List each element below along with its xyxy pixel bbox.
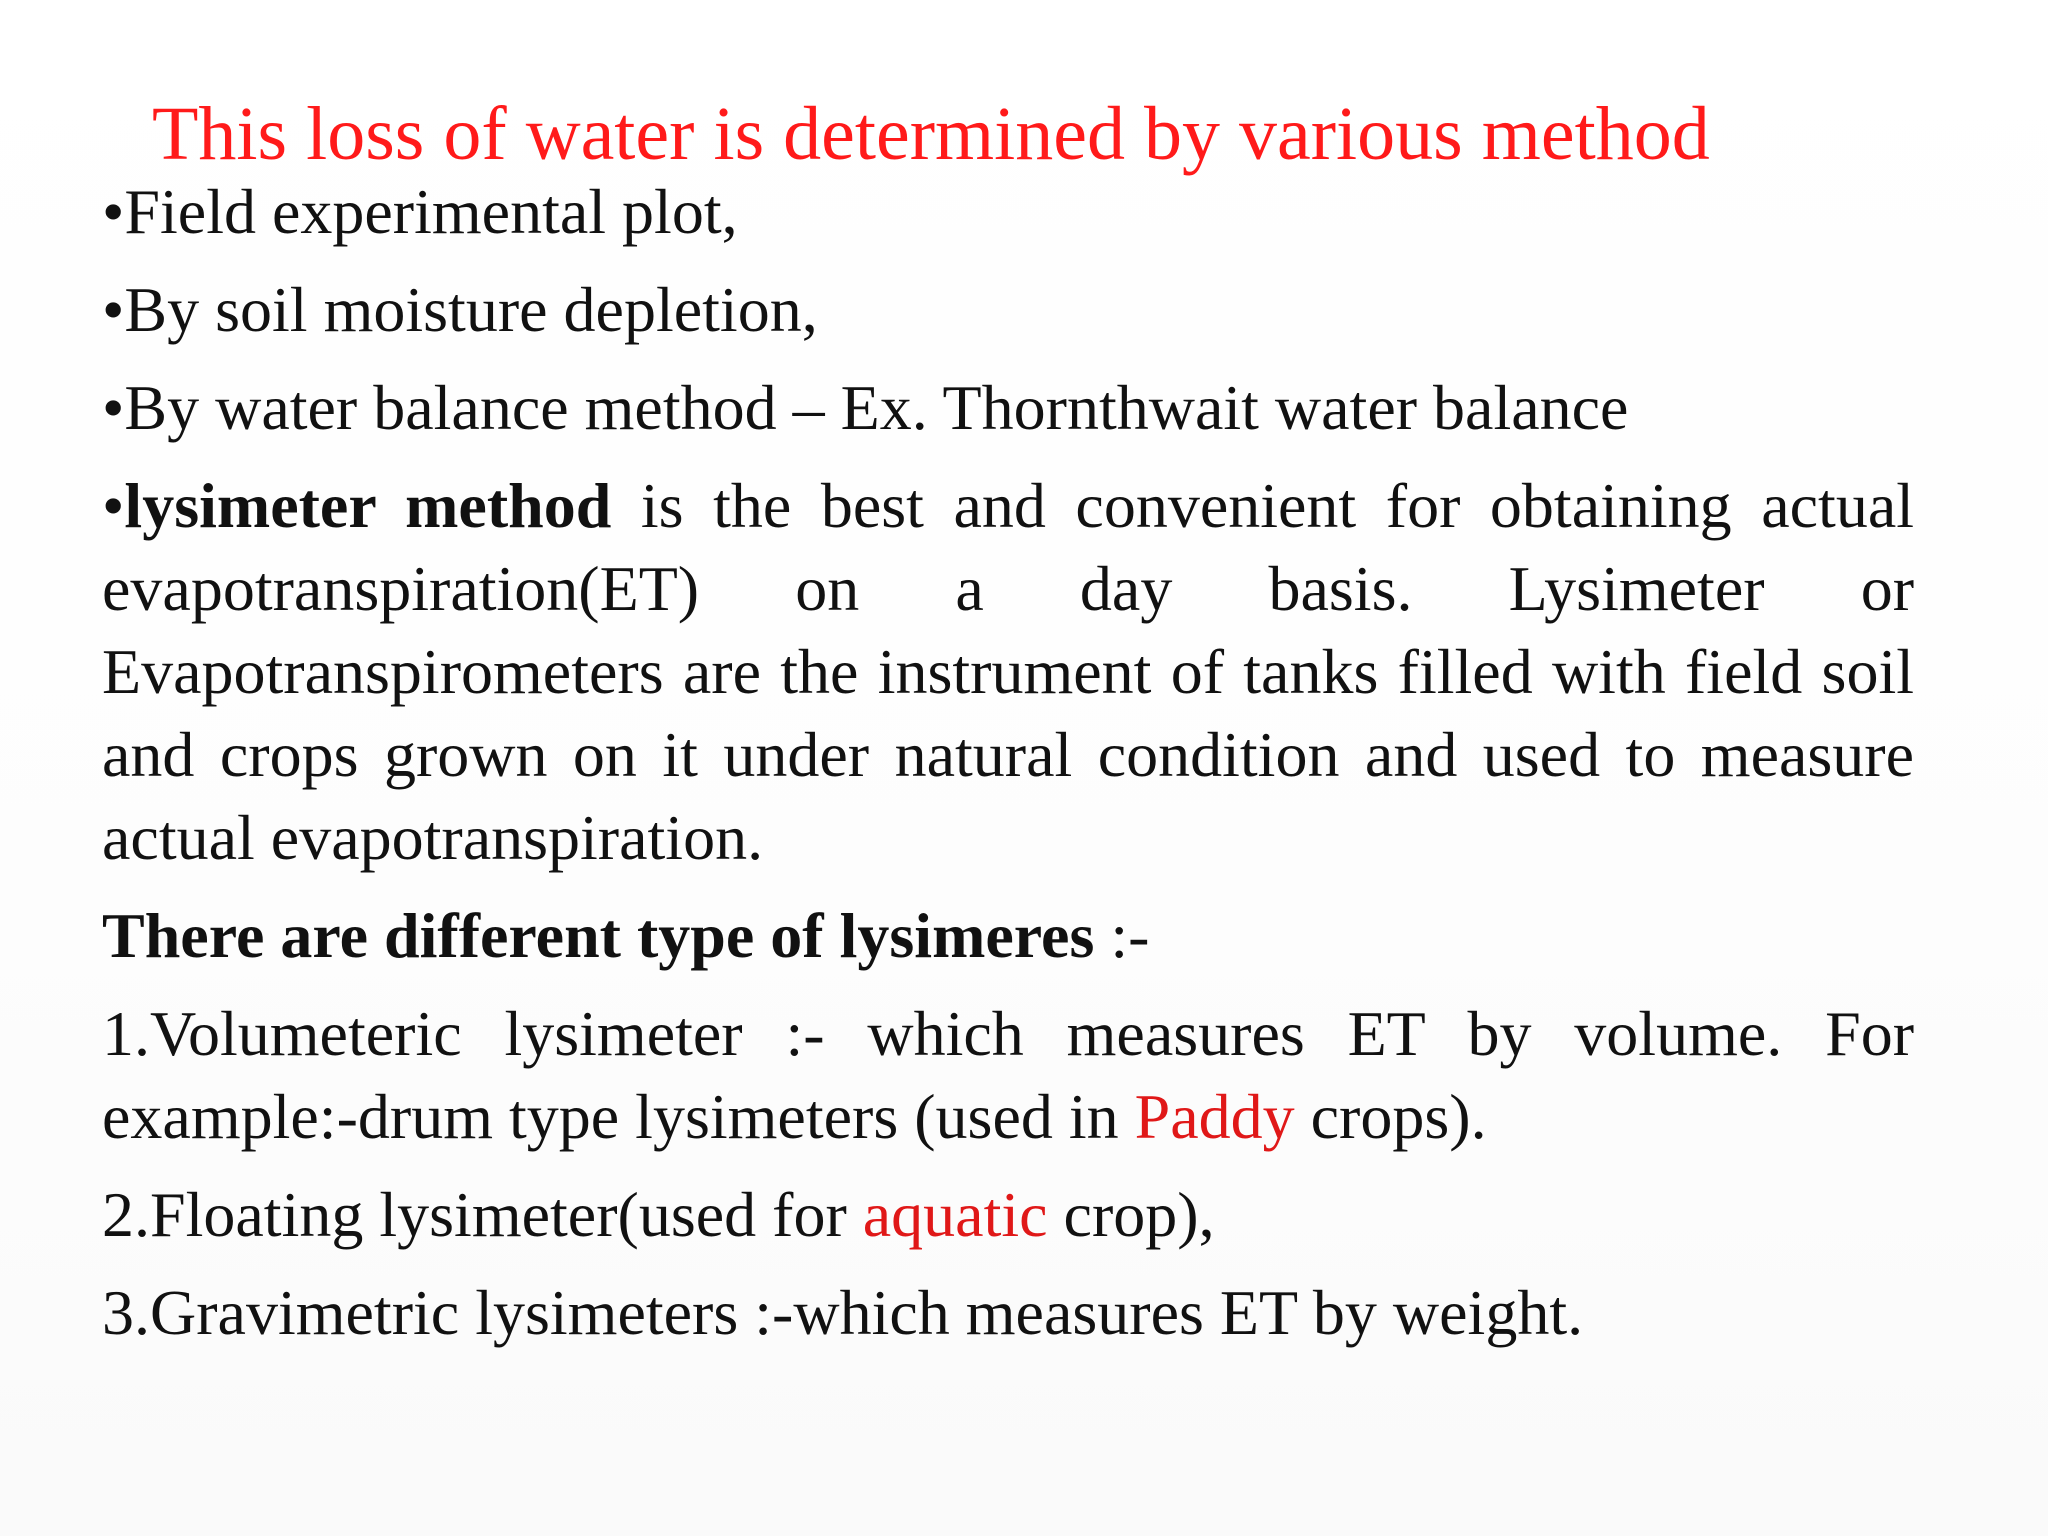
bullet-marker: • — [102, 470, 125, 541]
types-heading — [102, 894, 1914, 977]
lysimeter-description: is the best and convenient for obtaining actual evapotranspiration(ET) on a day basis. Lysimeter or Evapotranspirometers are the instrument of tanks filled with field soil and crops grown on it under natural condition and used to measure actual evapotranspiration. — [102, 470, 1915, 873]
type-item-gravimetric: 3.Gravimetric lysimeters :-which measures ET by weight. — [102, 1277, 1584, 1348]
type-item-floating-end: crop), — [1047, 1179, 1215, 1250]
types-heading-suffix: :- — [1094, 900, 1150, 971]
lysimeter-paragraph — [102, 464, 1914, 879]
aquatic-highlight: aquatic — [862, 1179, 1048, 1250]
type-item-floating — [102, 1173, 1914, 1256]
bullet-soil-moisture: •By soil moisture depletion, — [102, 274, 818, 345]
slide-title: This loss of water is determined by various method — [152, 92, 1710, 176]
type-item-volumetric-text: 1.Volumeteric lysimeter :- which measures ET by volume. For example:-drum type lysimeters (used in — [102, 998, 1914, 1152]
bullet-field-plot: •Field experimental plot, — [102, 176, 738, 247]
type-item-floating-text: 2.Floating lysimeter(used for — [102, 1179, 863, 1250]
bullet-water-balance: •By water balance method – Ex. Thornthwait water balance — [102, 372, 1629, 443]
lysimeter-method-lead: lysimeter method — [124, 470, 612, 541]
slide-body — [102, 170, 1914, 1369]
type-item-volumetric — [102, 992, 1914, 1158]
types-heading-bold: There are different type of lysimeres — [102, 900, 1095, 971]
type-item-volumetric-end: crops). — [1294, 1081, 1487, 1152]
paddy-highlight: Paddy — [1134, 1081, 1295, 1152]
